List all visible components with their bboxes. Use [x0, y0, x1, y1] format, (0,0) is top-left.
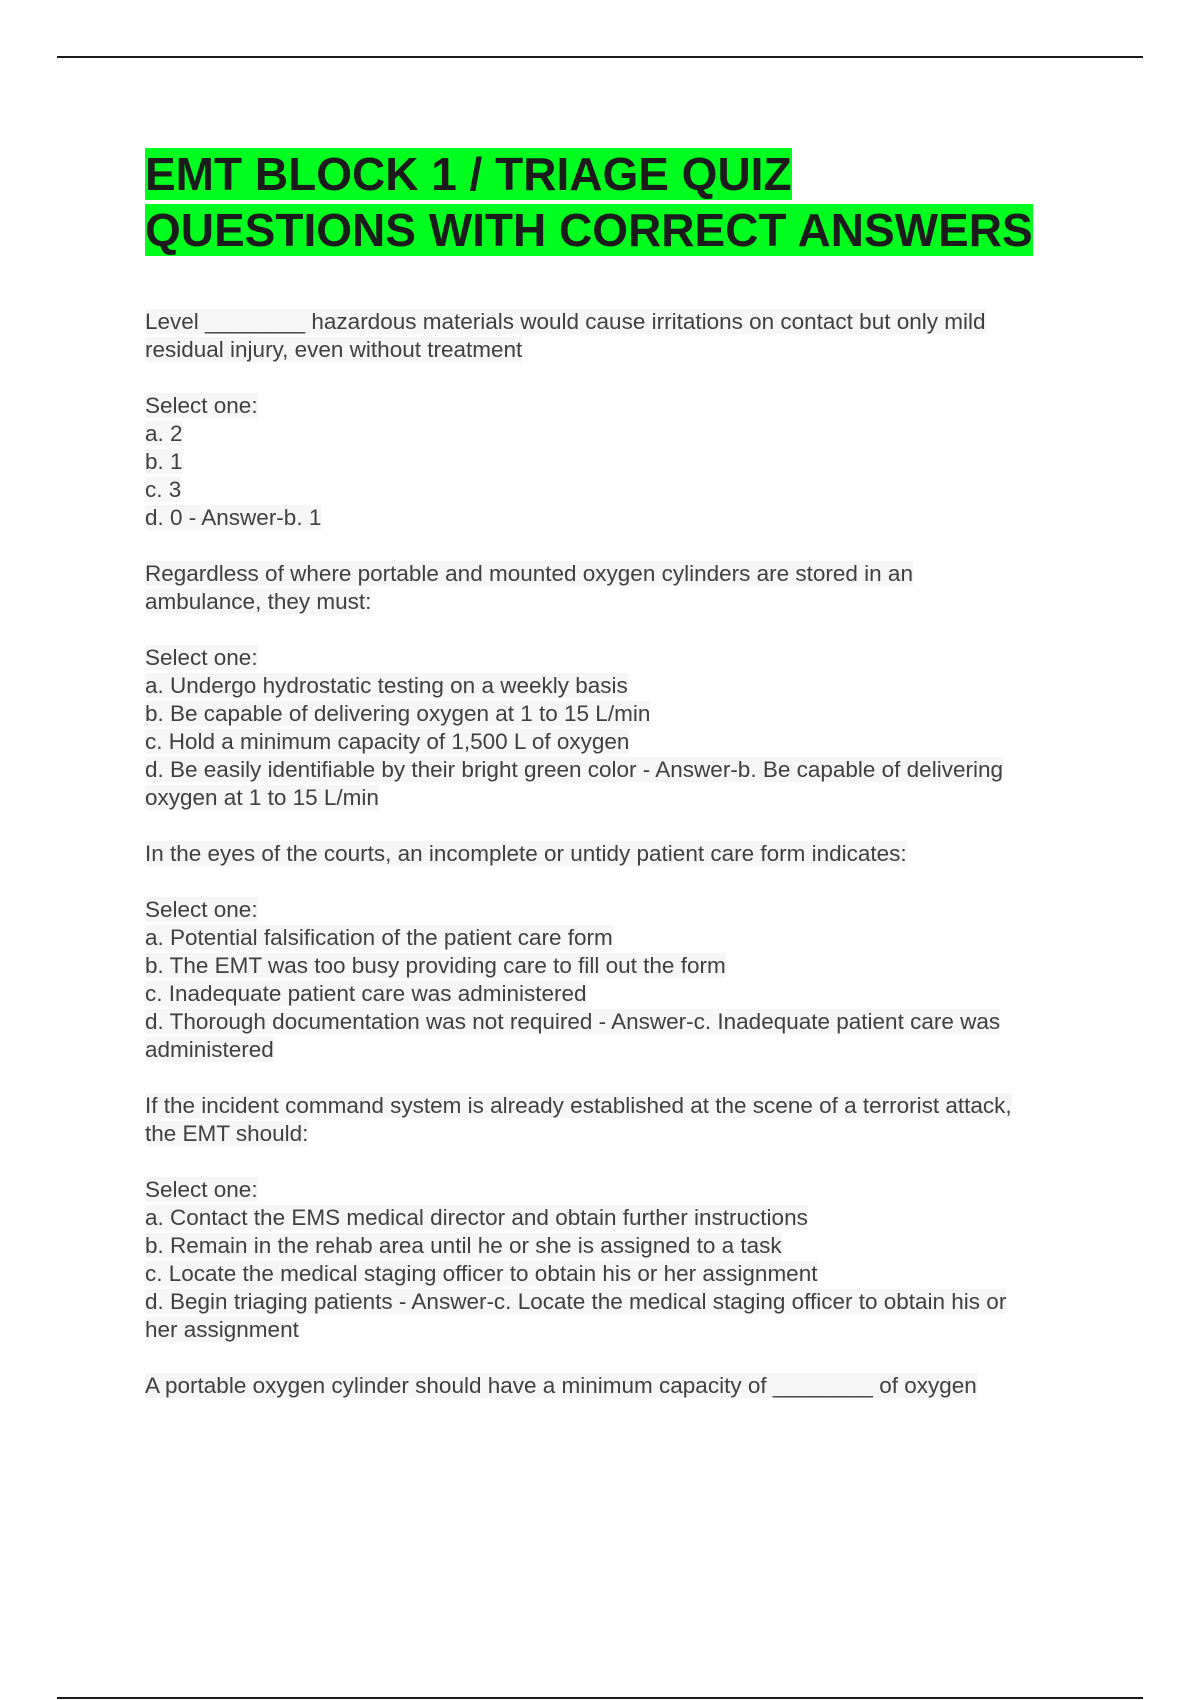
question-prompt-line: Regardless of where portable and mounted oxygen cylinders are stored in an: [145, 561, 913, 586]
question-prompt-line: In the eyes of the courts, an incomplete or untidy patient care form indicates:: [145, 841, 907, 866]
option-answer-line: d. Thorough documentation was not required - Answer-c. Inadequate patient care was: [145, 1009, 1001, 1034]
option-line: c. Inadequate patient care was administered: [145, 981, 587, 1006]
question-prompt-line: Level ________ hazardous materials would cause irritations on contact but only mild: [145, 309, 986, 334]
title-line-1: EMT BLOCK 1 / TRIAGE QUIZ: [145, 148, 792, 200]
option-answer-line: d. 0 - Answer-b. 1: [145, 505, 322, 530]
option-answer-line: d. Begin triaging patients - Answer-c. Locate the medical staging officer to obtain his or: [145, 1289, 1007, 1314]
question-prompt-line: ambulance, they must:: [145, 589, 372, 614]
question-block: [145, 840, 1085, 1064]
question-block: [145, 560, 1085, 812]
quiz-content: [145, 308, 1085, 1400]
option-line: c. Locate the medical staging officer to obtain his or her assignment: [145, 1261, 818, 1286]
option-answer-line: d. Be easily identifiable by their bright green color - Answer-b. Be capable of delivering: [145, 757, 1003, 782]
select-one-label: Select one:: [145, 897, 258, 922]
option-line: a. Undergo hydrostatic testing on a weekly basis: [145, 673, 628, 698]
question-prompt-line: If the incident command system is already established at the scene of a terrorist attack,: [145, 1093, 1012, 1118]
document-title: [145, 146, 1085, 258]
option-line: b. The EMT was too busy providing care to fill out the form: [145, 953, 726, 978]
question-prompt-line: the EMT should:: [145, 1121, 309, 1146]
option-line: a. Contact the EMS medical director and obtain further instructions: [145, 1205, 808, 1230]
option-answer-line: her assignment: [145, 1317, 299, 1342]
option-answer-line: administered: [145, 1037, 274, 1062]
option-line: a. 2: [145, 421, 183, 446]
select-one-label: Select one:: [145, 645, 258, 670]
select-one-label: Select one:: [145, 1177, 258, 1202]
option-line: c. Hold a minimum capacity of 1,500 L of oxygen: [145, 729, 630, 754]
option-line: b. 1: [145, 449, 183, 474]
bottom-rule: [57, 1697, 1143, 1699]
question-prompt-line: residual injury, even without treatment: [145, 337, 523, 362]
option-line: b. Remain in the rehab area until he or she is assigned to a task: [145, 1233, 782, 1258]
question-block: [145, 1092, 1085, 1344]
option-answer-line: oxygen at 1 to 15 L/min: [145, 785, 379, 810]
question-prompt-line: A portable oxygen cylinder should have a minimum capacity of ________ of oxygen: [145, 1373, 977, 1398]
document-body: [145, 146, 1085, 1400]
question-block: [145, 308, 1085, 532]
top-rule: [57, 56, 1143, 58]
option-line: c. 3: [145, 477, 182, 502]
select-one-label: Select one:: [145, 393, 258, 418]
option-line: a. Potential falsification of the patient care form: [145, 925, 613, 950]
title-line-2: QUESTIONS WITH CORRECT ANSWERS: [145, 204, 1033, 256]
option-line: b. Be capable of delivering oxygen at 1 to 15 L/min: [145, 701, 651, 726]
